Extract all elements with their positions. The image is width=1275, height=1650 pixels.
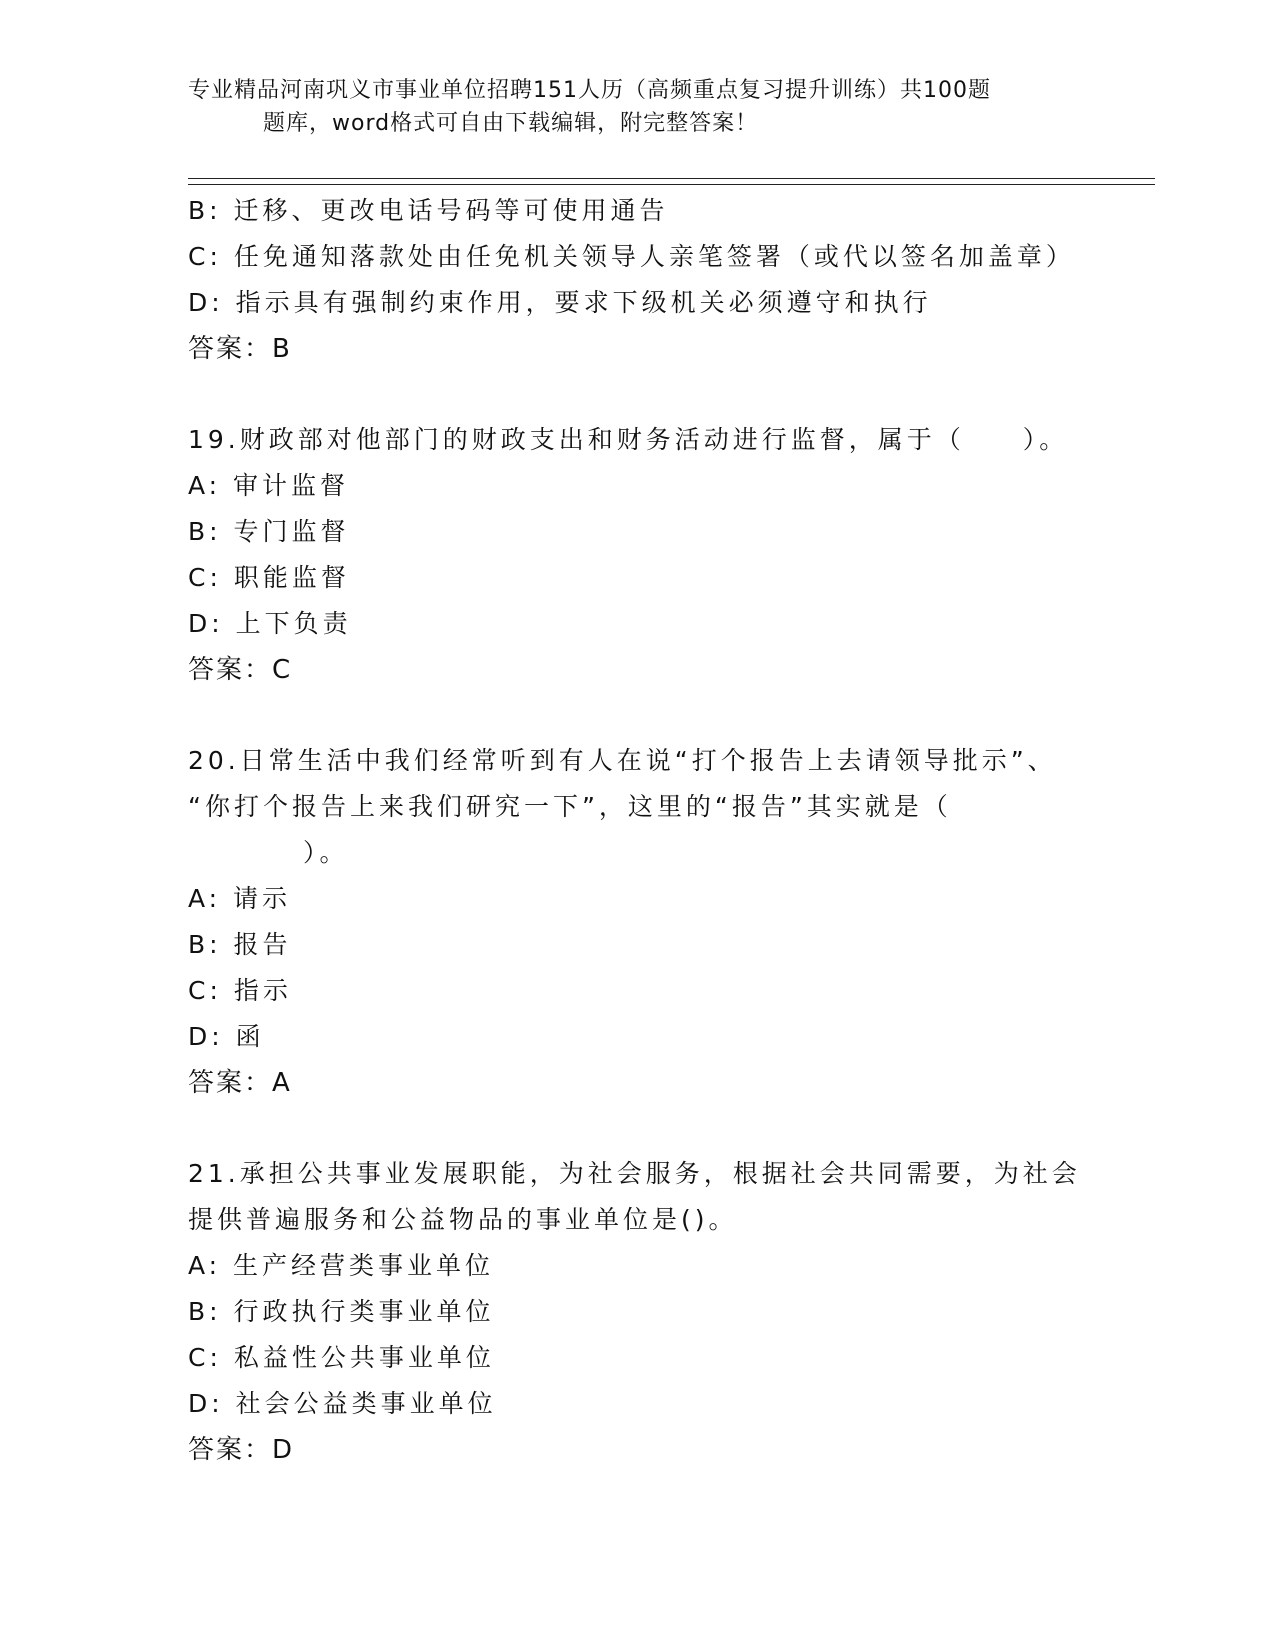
header-title-line2: 题库，word格式可自由下载编辑，附完整答案！ (263, 111, 759, 136)
option-d: D: 社会公益类事业单位 (188, 1389, 497, 1418)
option-b: B: 行政执行类事业单位 (188, 1297, 495, 1326)
answer-line: 答案：B (188, 334, 292, 364)
option-a: A: 审计监督 (188, 471, 350, 500)
question-stem-line3: ）。 (303, 838, 349, 867)
header-title-line1: 专业精品河南巩义市事业单位招聘151人历（高频重点复习提升训练）共100题 (188, 78, 991, 103)
question-stem-line2: 提供普遍服务和公益物品的事业单位是()。 (188, 1205, 738, 1234)
answer-line: 答案：A (188, 1068, 292, 1098)
question-block-21 (188, 1151, 1088, 1473)
answer-line: 答案：C (188, 655, 293, 685)
header-rule-top (188, 178, 1155, 179)
option-c: C: 指示 (188, 976, 292, 1005)
question-block-18 (188, 188, 1088, 372)
option-b: B: 专门监督 (188, 517, 350, 546)
header-rule-bottom (188, 184, 1155, 185)
option-b: B: 报告 (188, 930, 292, 959)
question-stem-line1: 21.承担公共事业发展职能，为社会服务，根据社会共同需要，为社会 (188, 1159, 1081, 1188)
question-list (188, 188, 1088, 1473)
question-block-19 (188, 417, 1088, 693)
answer-line: 答案：D (188, 1435, 295, 1465)
question-block-20 (188, 738, 1088, 1106)
question-stem: 19.财政部对他部门的财政支出和财务活动进行监督，属于（ ）。 (188, 425, 1069, 454)
option-c: C: 私益性公共事业单位 (188, 1343, 495, 1372)
question-stem-line2: “你打个报告上来我们研究一下”，这里的“报告”其实就是（ (188, 792, 952, 821)
option-d: D: 指示具有强制约束作用，要求下级机关必须遵守和执行 (188, 288, 932, 317)
option-a: A: 生产经营类事业单位 (188, 1251, 495, 1280)
option-c: C: 任免通知落款处由任免机关领导人亲笔签署（或代以签名加盖章） (188, 242, 1075, 271)
question-stem-line1: 20.日常生活中我们经常听到有人在说“打个报告上去请领导批示”、 (188, 746, 1057, 775)
option-d: D: 上下负责 (188, 609, 352, 638)
option-a: A: 请示 (188, 884, 292, 913)
option-c: C: 职能监督 (188, 563, 350, 592)
option-b: B: 迁移、更改电话号码等可使用通告 (188, 196, 669, 225)
document-header (188, 74, 1088, 140)
option-d: D: 函 (188, 1022, 265, 1051)
